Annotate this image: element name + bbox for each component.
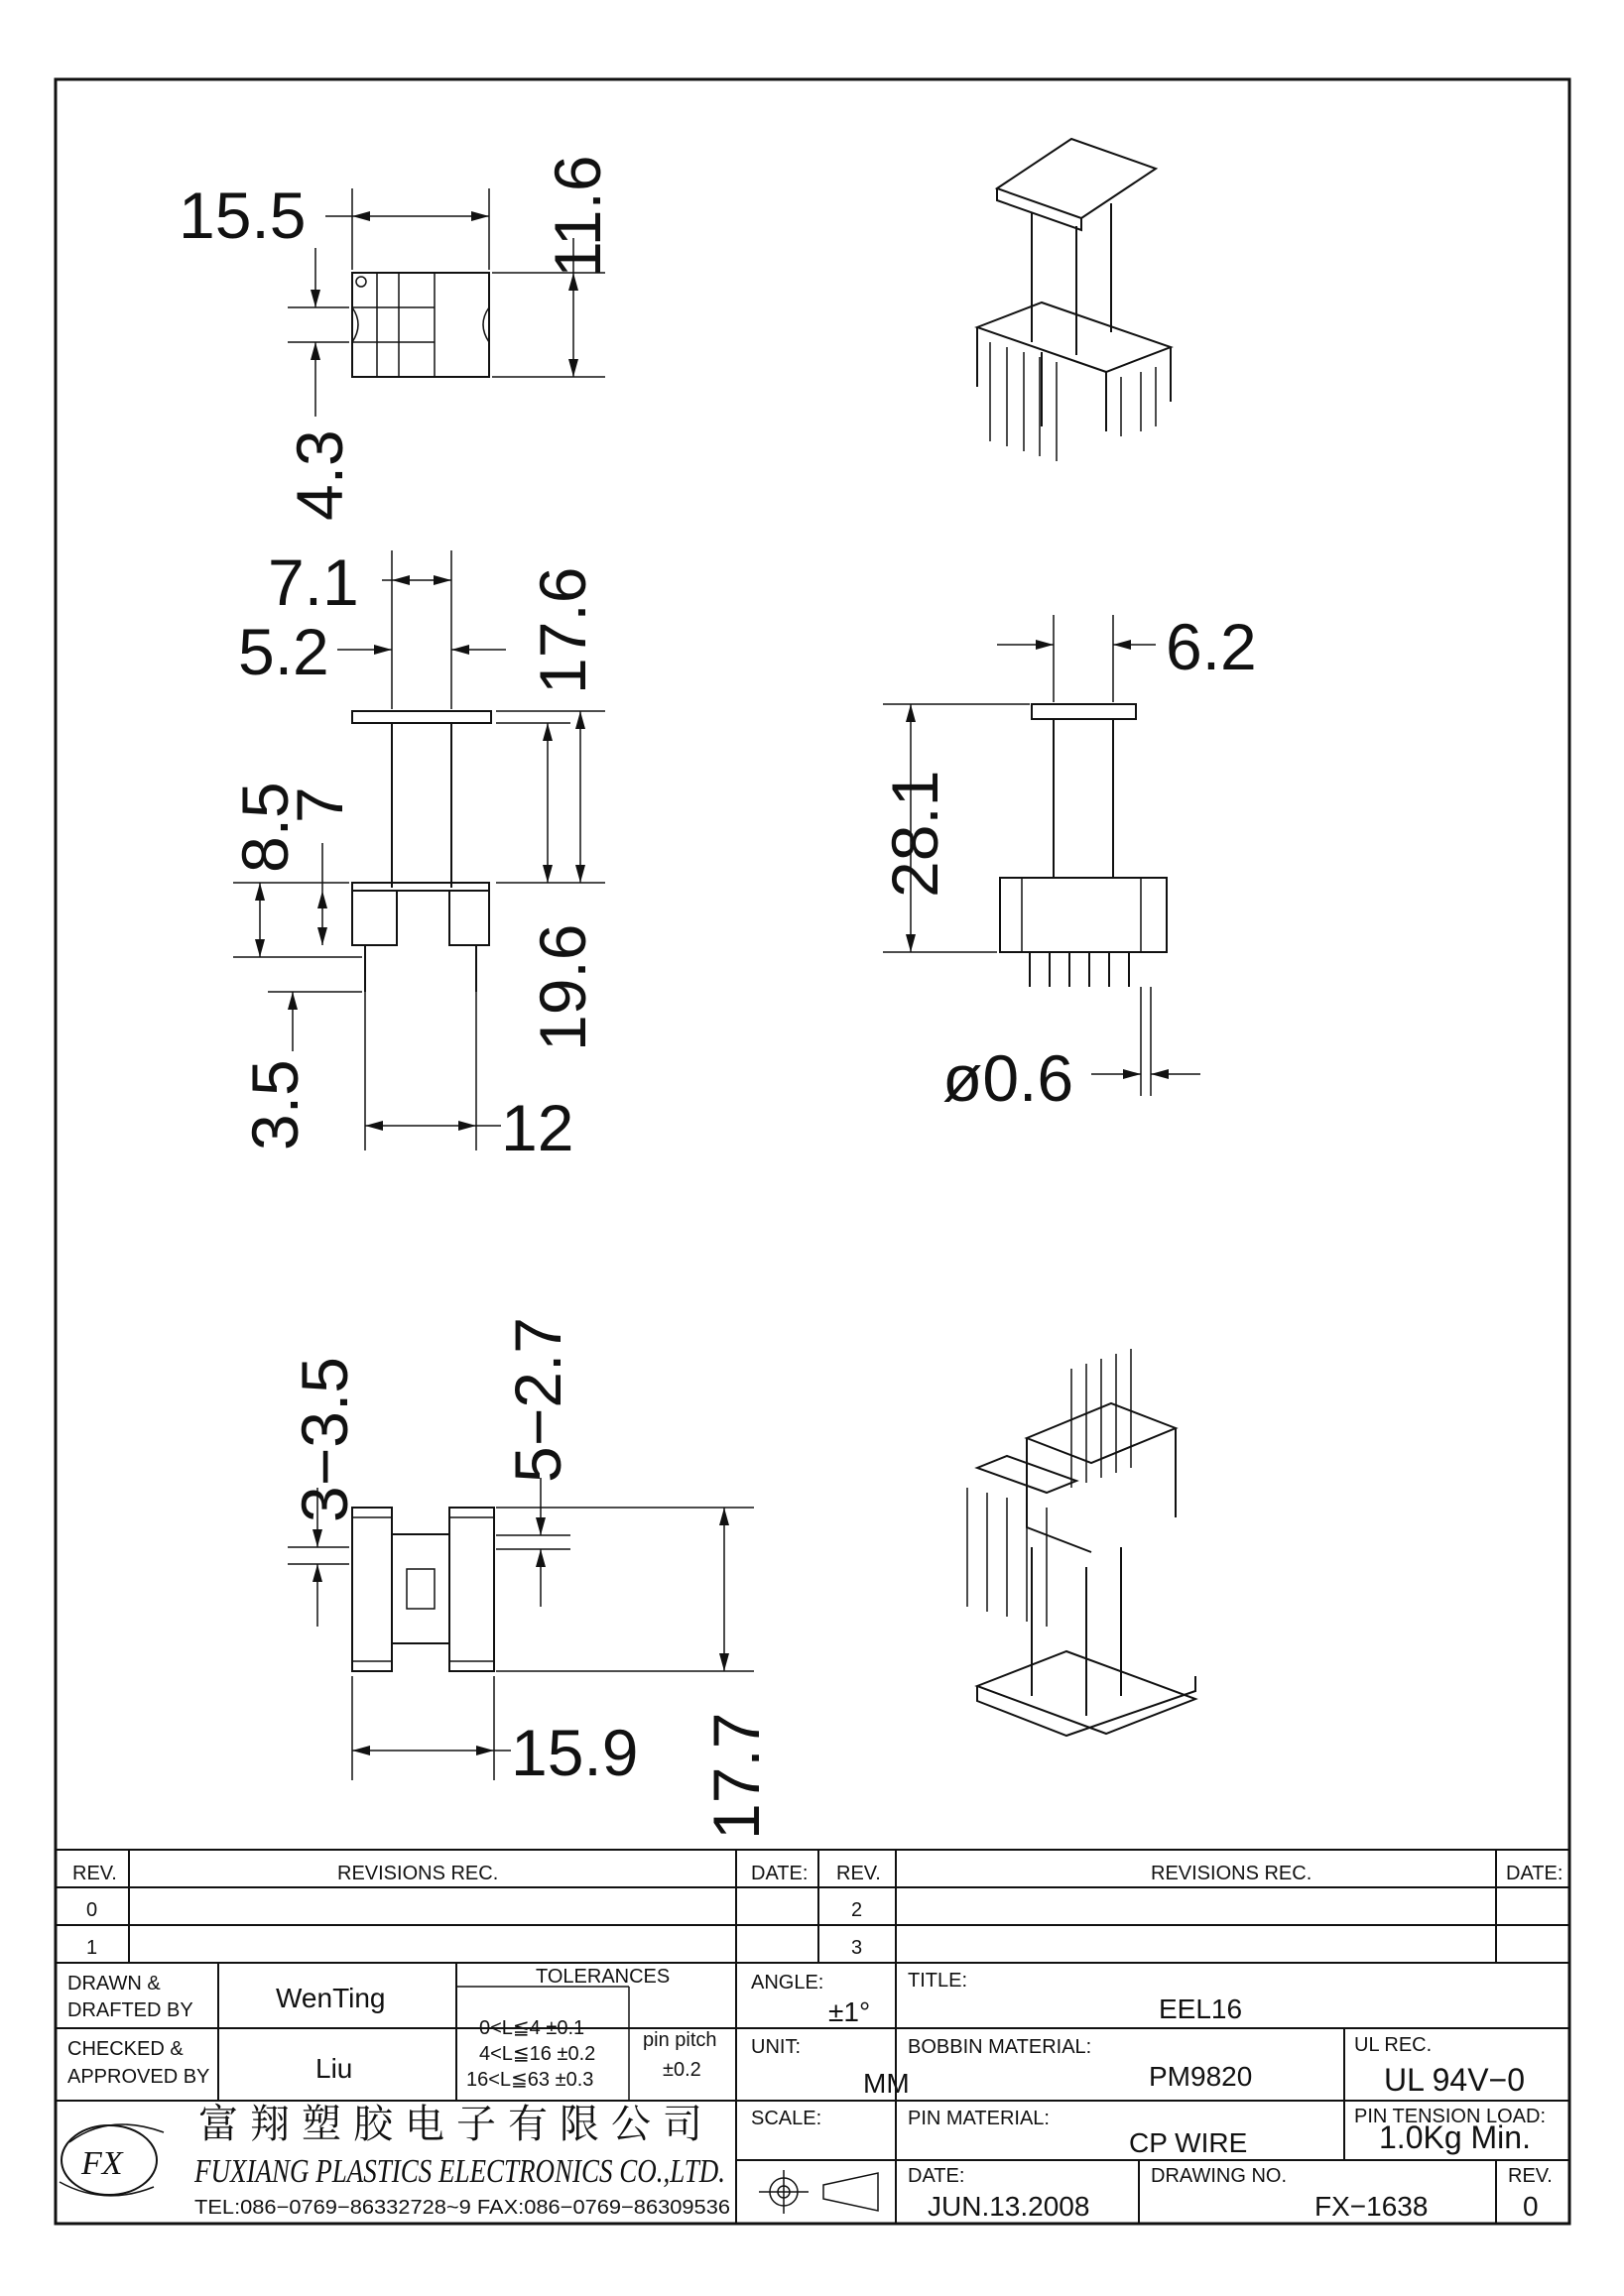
dim-15.5: 15.5 [179,179,307,252]
drawn-by-value: WenTing [276,1983,386,2013]
unit-label: UNIT: [751,2036,801,2058]
checked-label-2: APPROVED BY [67,2066,210,2088]
company-contact: TEL:086−0769−86332728~9 FAX:086−0769−86309536 [194,2197,730,2219]
rev-row-3: 3 [851,1937,863,1959]
dim-11.6: 11.6 [541,155,614,278]
tolerances-label: TOLERANCES [536,1966,671,1988]
rev-header-right: REV. [836,1863,881,1884]
dim-4.3: 4.3 [283,429,356,521]
bobbin-material-label: BOBBIN MATERIAL: [908,2036,1092,2058]
dim-17.6: 17.6 [526,566,599,694]
title-value: EEL16 [1159,1994,1243,2024]
dim-5-2.7: 5−2.7 [501,1317,574,1483]
drawing-no-value: FX−1638 [1314,2191,1429,2222]
company-name-cn: 富翔塑胶电子有限公司 [198,2102,714,2147]
pin-pitch-label: pin pitch [643,2029,717,2051]
bottom-view [288,1317,773,1840]
date-header-right: DATE: [1506,1863,1563,1884]
revisions-header-right: REVISIONS REC. [1151,1863,1312,1884]
dim-19.6: 19.6 [526,923,599,1051]
ul-rec-value: UL 94V−0 [1384,2062,1526,2098]
front-view [228,545,605,1164]
dim-15.9: 15.9 [511,1716,639,1789]
projection-symbol [759,2170,878,2214]
title-block [56,1850,1569,2224]
ul-rec-label: UL REC. [1354,2034,1433,2056]
rev-row-1: 1 [86,1937,98,1959]
company-name-en: FUXIANG PLASTICS ELECTRONICS CO.,LTD. [193,2153,725,2190]
title-label: TITLE: [908,1970,968,1992]
angle-label: ANGLE: [751,1972,824,1994]
dim-12: 12 [501,1091,574,1164]
drawn-label-1: DRAWN & [67,1973,161,1994]
date-value: JUN.13.2008 [928,2191,1090,2222]
pin-material-value: CP WIRE [1129,2127,1248,2158]
top-view [179,155,614,521]
pin-pitch-value: ±0.2 [663,2059,701,2081]
drawn-label-2: DRAFTED BY [67,1999,193,2021]
dim-8.5: 8.5 [228,782,302,873]
tolerance-row-1: 4<L≦16 ±0.2 [479,2043,596,2065]
unit-value: MM [863,2068,910,2099]
dim-6.2: 6.2 [1166,610,1257,683]
dim-3.5: 3.5 [238,1059,312,1150]
pin-tension-label: PIN TENSION LOAD: [1354,2106,1547,2127]
tolerance-row-2: 16<L≦63 ±0.3 [466,2069,594,2091]
scale-label: SCALE: [751,2108,822,2129]
bobbin-material-value: PM9820 [1149,2061,1253,2092]
date-header-left: DATE: [751,1863,809,1884]
side-view [878,610,1257,1115]
dim-3-3.5: 3−3.5 [288,1357,361,1522]
angle-value: ±1° [828,1996,871,2027]
dim-7: 7 [283,786,356,823]
tolerance-row-0: 0<L≦4 ±0.1 [479,2017,585,2039]
rev-row-2: 2 [851,1899,863,1921]
dim-28.1: 28.1 [878,770,951,898]
company-logo [60,2124,164,2196]
rev-header-left: REV. [72,1863,117,1884]
date-label: DATE: [908,2165,965,2187]
isometric-view-top [977,139,1171,461]
pin-tension-value: 1.0Kg Min. [1379,2119,1531,2155]
rev-label: REV. [1508,2165,1553,2187]
logo-text: FX [81,2145,123,2182]
checked-by-value: Liu [315,2053,353,2084]
rev-value: 0 [1523,2191,1539,2222]
isometric-view-bottom [967,1349,1195,1736]
checked-label-1: CHECKED & [67,2038,184,2060]
dim-pin-dia: ø0.6 [942,1041,1074,1115]
revisions-header-left: REVISIONS REC. [337,1863,499,1884]
sheet-border [56,79,1569,2224]
drawing-no-label: DRAWING NO. [1151,2165,1288,2187]
dim-7.1: 7.1 [268,545,359,619]
dim-17.7: 17.7 [699,1712,773,1840]
pin-material-label: PIN MATERIAL: [908,2108,1050,2129]
rev-row-0: 0 [86,1899,98,1921]
dim-5.2: 5.2 [238,615,329,688]
